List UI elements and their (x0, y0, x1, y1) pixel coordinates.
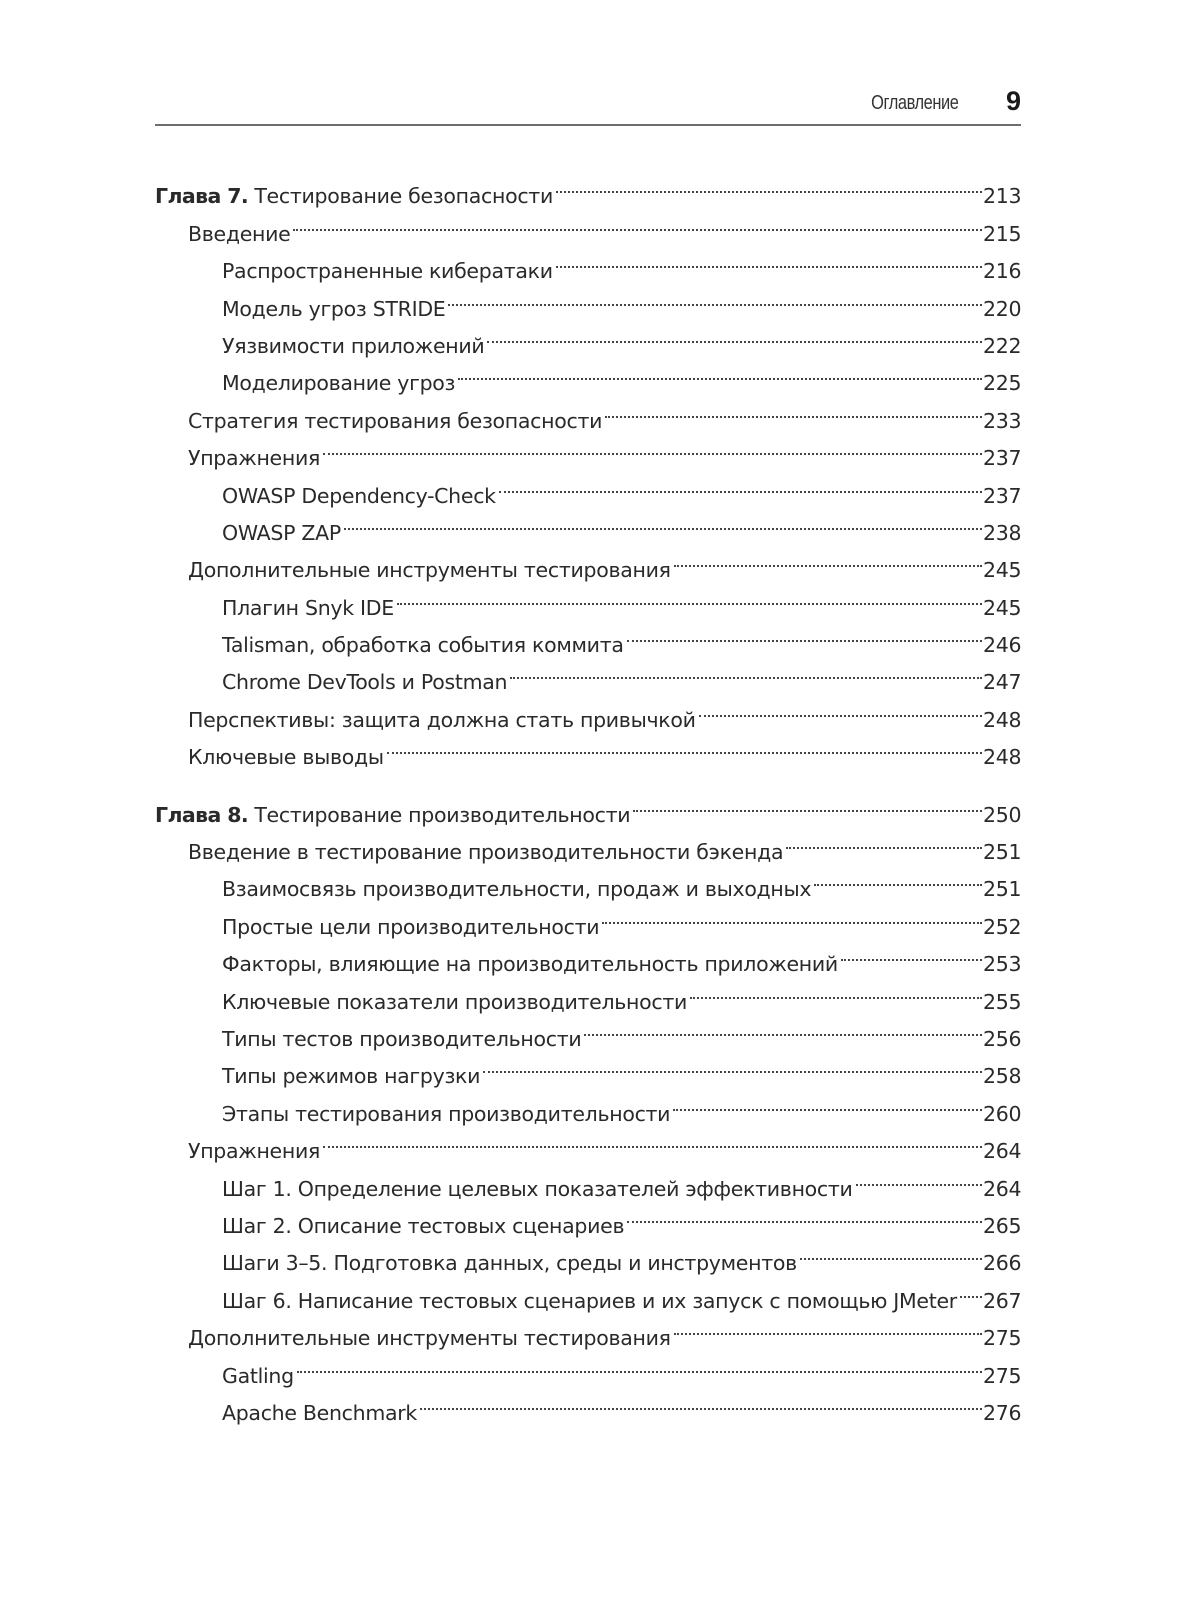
toc-entry-title: Взаимосвязь производительности, продаж и выходных (222, 877, 812, 902)
toc-page-number: 264 (983, 1139, 1022, 1164)
dot-leader (584, 1009, 982, 1046)
toc-entry-title: Стратегия тестирования безопасности (188, 408, 603, 433)
toc-entry-title: Распространенные кибератаки (222, 259, 553, 284)
toc-page-number: 225 (983, 371, 1022, 396)
toc-entries (155, 822, 1022, 1425)
toc-page-number: 248 (983, 745, 1022, 770)
toc-entry-title: Уязвимости приложений (222, 333, 485, 358)
toc-entry-title: Моделирование угроз (222, 371, 456, 396)
dot-leader (420, 1383, 982, 1420)
toc-entry-title: Шаг 2. Описание тестовых сценариев (222, 1213, 625, 1238)
dot-leader (786, 822, 982, 859)
dot-leader (510, 652, 982, 689)
toc-entry-title: Gatling (222, 1363, 294, 1388)
toc-entry-title: Перспективы: защита должна стать привычкой (188, 707, 696, 732)
dot-leader (556, 241, 982, 278)
toc-page-number: 237 (983, 446, 1022, 471)
toc-page-number: 216 (983, 259, 1022, 284)
toc-page-number: 275 (983, 1326, 1022, 1351)
toc-entry-title: Упражнения (188, 1139, 321, 1164)
toc-page-number: 213 (983, 184, 1022, 209)
chapter-title: Тестирование безопасности (254, 184, 553, 209)
toc-entry-title: Плагин Snyk IDE (222, 595, 394, 620)
toc-page-number: 245 (983, 558, 1022, 583)
running-header (155, 84, 1021, 126)
dot-leader (605, 390, 982, 427)
dot-leader (297, 1345, 982, 1382)
chapter-title: Тестирование производительности (254, 802, 631, 827)
toc-page-number: 248 (983, 707, 1022, 732)
toc-page-number: 255 (983, 989, 1022, 1014)
toc-chapter (155, 166, 1022, 770)
toc-page-number: 215 (983, 221, 1022, 246)
dot-leader (627, 615, 982, 652)
toc-page-number: 247 (983, 670, 1022, 695)
toc-entry-title: OWASP ZAP (222, 520, 341, 545)
dot-leader (674, 540, 982, 577)
dot-leader (673, 1083, 982, 1120)
dot-leader (483, 1046, 982, 1083)
chapter-label: Глава 7. (155, 184, 249, 209)
dot-leader (627, 1196, 982, 1233)
toc-page-number: 233 (983, 408, 1022, 433)
chapter-label: Глава 8. (155, 802, 249, 827)
toc-page-number: 256 (983, 1026, 1022, 1051)
dot-leader (499, 465, 982, 502)
toc-entry-title: Этапы тестирования производительности (222, 1101, 671, 1126)
toc-entry-title: Введение (188, 221, 291, 246)
toc-entry-title: Дополнительные инструменты тестирования (188, 558, 671, 583)
dot-leader (293, 203, 982, 240)
toc-page-number: 237 (983, 483, 1022, 508)
toc-page-number: 275 (983, 1363, 1022, 1388)
toc-page-number: 276 (983, 1400, 1022, 1425)
table-of-contents (155, 166, 1021, 1440)
toc-entries (155, 203, 1022, 770)
toc-page-number: 222 (983, 333, 1022, 358)
toc-entry-title: Типы режимов нагрузки (222, 1064, 481, 1089)
dot-leader (487, 316, 982, 353)
toc-entry-title: Шаг 1. Определение целевых показателей эффективности (222, 1176, 853, 1201)
toc-page-number: 251 (983, 840, 1022, 865)
toc-chapter-heading[interactable] (155, 784, 1022, 827)
toc-page-number: 238 (983, 520, 1022, 545)
toc-chapter (155, 784, 1022, 1425)
toc-page-number: 253 (983, 952, 1022, 977)
toc-entry-title: Шаги 3–5. Подготовка данных, среды и инструментов (222, 1251, 797, 1276)
dot-leader (960, 1270, 982, 1307)
dot-leader (856, 1158, 982, 1195)
toc-page-number: 265 (983, 1213, 1022, 1238)
toc-entry-title: OWASP Dependency-Check (222, 483, 496, 508)
toc-chapter-heading[interactable] (155, 166, 1022, 209)
toc-page-number: 264 (983, 1176, 1022, 1201)
toc-page-number: 245 (983, 595, 1022, 620)
toc-entry-title: Факторы, влияющие на производительность приложений (222, 952, 838, 977)
toc-entry-title: Модель угроз STRIDE (222, 296, 446, 321)
dot-leader (814, 859, 982, 896)
toc-entry-title: Apache Benchmark (222, 1400, 417, 1425)
toc-page-number: 251 (983, 877, 1022, 902)
toc-entry-title: Chrome DevTools и Postman (222, 670, 508, 695)
dot-leader (323, 1121, 982, 1158)
dot-leader (397, 577, 982, 614)
dot-leader (841, 934, 982, 971)
dot-leader (674, 1308, 982, 1345)
toc-page-number: 220 (983, 296, 1022, 321)
dot-leader (458, 353, 982, 390)
dot-leader (344, 503, 982, 540)
toc-entry-title: Ключевые показатели производительности (222, 989, 688, 1014)
toc-page-number: 246 (983, 633, 1022, 658)
toc-page-number: 250 (983, 802, 1022, 827)
toc-entry-title: Дополнительные инструменты тестирования (188, 1326, 671, 1351)
dot-leader (448, 278, 982, 315)
toc-page-number: 266 (983, 1251, 1022, 1276)
toc-page-number: 260 (983, 1101, 1022, 1126)
dot-leader (690, 971, 982, 1008)
toc-page-number: 258 (983, 1064, 1022, 1089)
toc-page-number: 252 (983, 914, 1022, 939)
dot-leader (387, 727, 982, 764)
toc-entry-title: Шаг 6. Написание тестовых сценариев и их запуск с помощью JMeter (222, 1288, 957, 1313)
toc-page-number: 267 (983, 1288, 1022, 1313)
dot-leader (699, 689, 982, 726)
toc-entry-title: Простые цели производительности (222, 914, 600, 939)
toc-entry-title: Типы тестов производительности (222, 1026, 582, 1051)
dot-leader (633, 784, 982, 821)
page-number: 9 (1005, 86, 1021, 116)
toc-entry-title: Ключевые выводы (188, 745, 384, 770)
toc-entry-title: Упражнения (188, 446, 321, 471)
toc-entry-title: Введение в тестирование производительности бэкенда (188, 840, 784, 865)
dot-leader (800, 1233, 982, 1270)
running-header-title: Оглавление (871, 92, 959, 114)
toc-entry-title: Talisman, обработка события коммита (222, 633, 624, 658)
dot-leader (323, 428, 982, 465)
dot-leader (602, 896, 982, 933)
dot-leader (556, 166, 982, 203)
